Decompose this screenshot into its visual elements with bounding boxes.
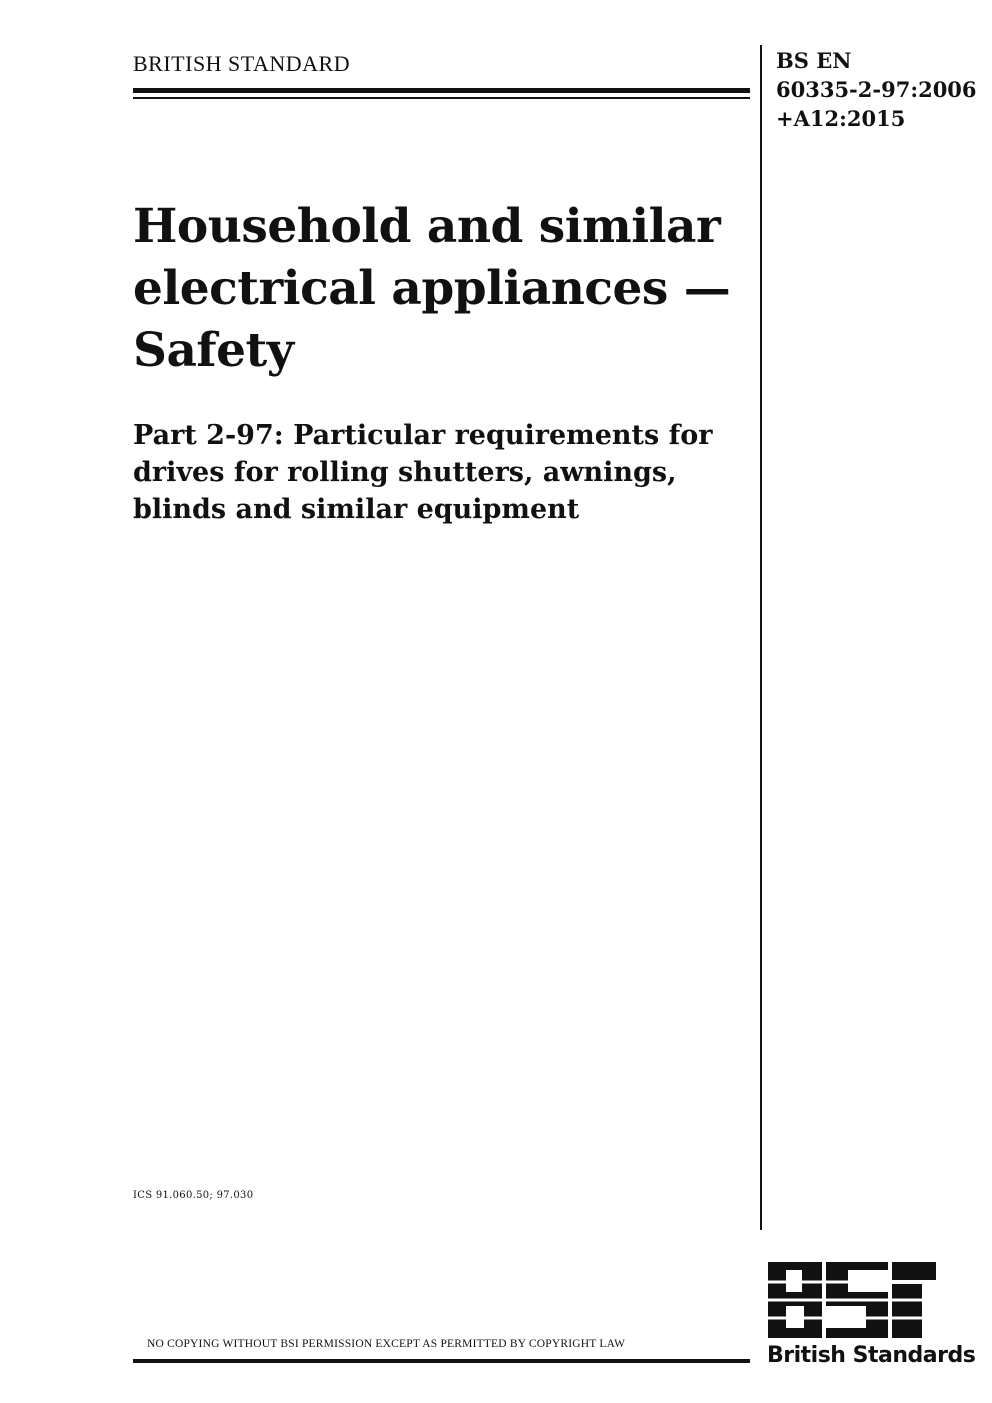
standard-number [776, 46, 977, 133]
title-line: Household and similar [133, 199, 721, 254]
title-line: electrical appliances — [133, 261, 731, 316]
logo-caption: British Standards [767, 1343, 976, 1368]
document-title [133, 196, 753, 382]
vertical-divider [760, 45, 762, 1230]
standard-number-line: +A12:2015 [776, 106, 906, 131]
ics-code: ICS 91.060.50; 97.030 [133, 1190, 254, 1201]
title-line: Safety [133, 323, 294, 378]
bsi-logo-icon [764, 1262, 944, 1342]
subtitle-line: drives for rolling shutters, awnings, [133, 457, 677, 488]
header-rule-thick [133, 88, 750, 93]
subtitle-line: Part 2-97: Particular requirements for [133, 420, 713, 451]
standard-number-line: 60335-2-97:2006 [776, 77, 977, 102]
standard-number-line: BS EN [776, 48, 852, 73]
document-series-label: BRITISH STANDARD [133, 51, 351, 76]
document-subtitle [133, 417, 753, 528]
footer-rule [133, 1359, 750, 1363]
header-rule-thin [133, 97, 750, 99]
subtitle-line: blinds and similar equipment [133, 494, 580, 525]
copyright-notice: NO COPYING WITHOUT BSI PERMISSION EXCEPT AS PERMITTED BY COPYRIGHT LAW [147, 1338, 626, 1350]
